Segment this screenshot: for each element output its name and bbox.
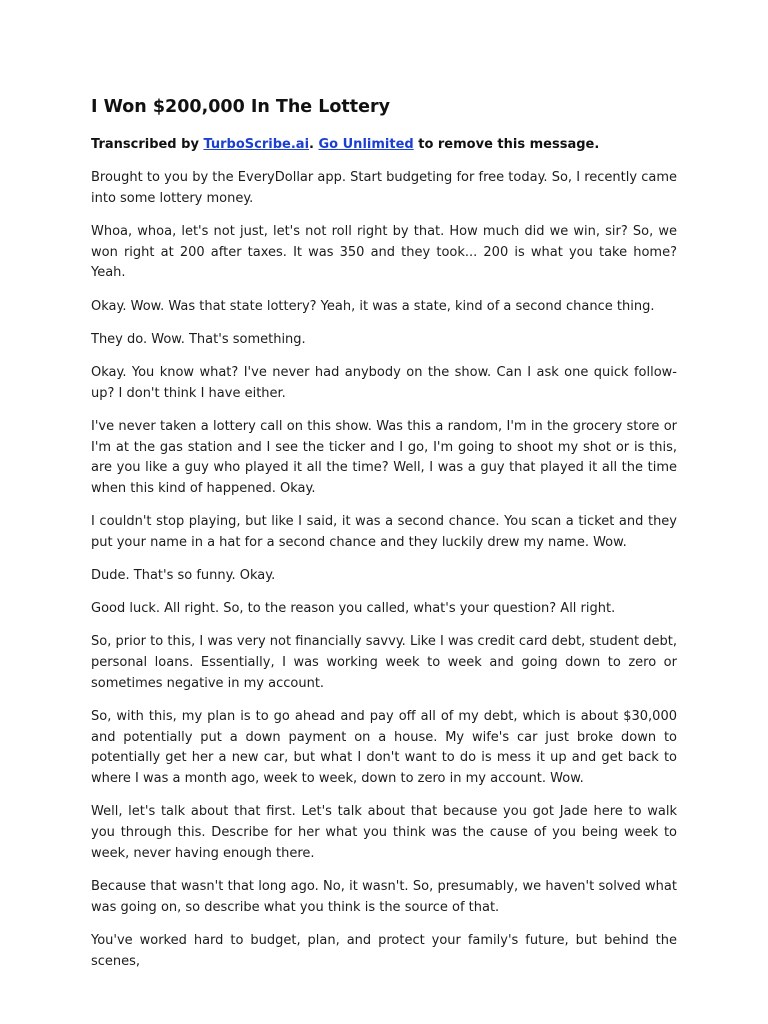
document-title: I Won $200,000 In The Lottery <box>91 97 391 117</box>
paragraph: I've never taken a lottery call on this show. Was this a random, I'm in the grocery store or I'm at the gas station and I see the ticker and I go, I'm going to shoot my shot or is this, are you like a guy who played it all the time? Well, I was a guy that played it all the time when this kind of happened. Okay. <box>91 418 677 496</box>
paragraph: You've worked hard to budget, plan, and protect your family's future, but behind the scenes, <box>91 932 677 969</box>
paragraph: Okay. You know what? I've never had anybody on the show. Can I ask one quick follow-up? I don't think I have either. <box>91 364 677 401</box>
turboscribe-link[interactable]: TurboScribe.ai <box>203 137 310 152</box>
paragraph: Well, let's talk about that first. Let's talk about that because you got Jade here to walk you through this. Describe for her what you think was the cause of you being week to week, never having enough there. <box>91 804 677 861</box>
paragraph: Dude. That's so funny. Okay. <box>91 568 276 584</box>
transcription-banner <box>91 135 677 155</box>
paragraph: Good luck. All right. So, to the reason you called, what's your question? All right. <box>91 601 616 617</box>
paragraph: So, prior to this, I was very not financially savvy. Like I was credit card debt, student debt, personal loans. Essentially, I was working week to week and going down to zero or sometimes negative in my account. <box>91 634 677 691</box>
banner-suffix: to remove this message. <box>413 137 600 152</box>
banner-separator: . <box>309 137 319 152</box>
go-unlimited-link[interactable]: Go Unlimited <box>318 137 414 152</box>
paragraph: So, with this, my plan is to go ahead and pay off all of my debt, which is about $30,000 and potentially put a down payment on a house. My wife's car just broke down to potentially get her a new car, but what I don't want to do is mess it up and get back to where I was a month ago, week to week, down to zero in my account. Wow. <box>91 709 677 787</box>
paragraph: Because that wasn't that long ago. No, it wasn't. So, presumably, we haven't solved what was going on, so describe what you think is the source of that. <box>91 878 677 915</box>
paragraph: Okay. Wow. Was that state lottery? Yeah, it was a state, kind of a second chance thing. <box>91 298 655 314</box>
banner-prefix: Transcribed by <box>91 137 204 152</box>
paragraph: Whoa, whoa, let's not just, let's not roll right by that. How much did we win, sir? So, we won right at 200 after taxes. It was 350 and they took... 200 is what you take home? Yeah. <box>91 223 677 281</box>
paragraph: They do. Wow. That's something. <box>91 331 306 347</box>
paragraph: I couldn't stop playing, but like I said, it was a second chance. You scan a ticket and they put your name in a hat for a second chance and they luckily drew my name. Wow. <box>91 514 677 550</box>
paragraph: Brought to you by the EveryDollar app. Start budgeting for free today. So, I recently came into some lottery money. <box>91 170 677 206</box>
